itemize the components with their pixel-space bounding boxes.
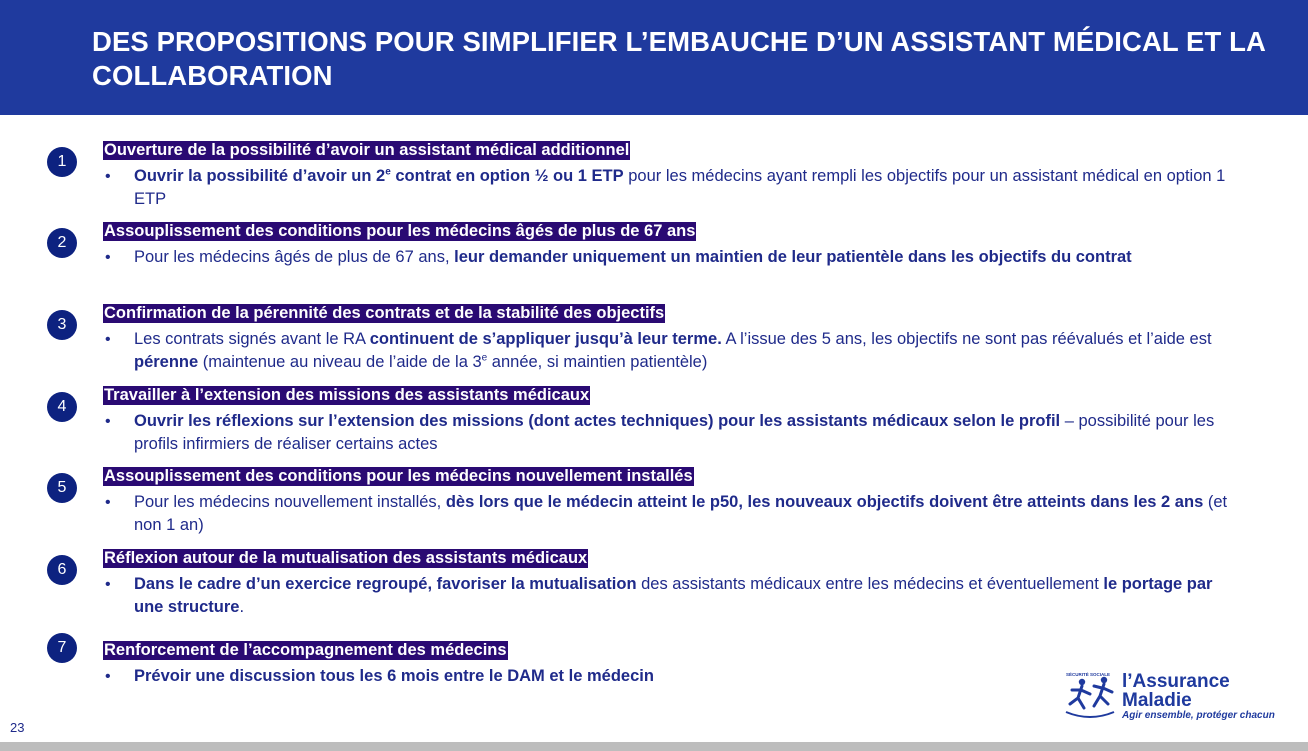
bullet-icon: • (105, 168, 111, 185)
proposal-detail: Pour les médecins nouvellement installés, dès lors que le médecin atteint le p50, les nouveaux objectifs doivent être atteints dans les 2 ans (et non 1 an) (134, 493, 1228, 534)
proposal-heading: Assouplissement des conditions pour les médecins nouvellement installés (104, 467, 693, 485)
number-badge: 2 (47, 228, 77, 258)
bullet-icon: • (105, 668, 111, 685)
proposal-heading: Assouplissement des conditions pour les médecins âgés de plus de 67 ans (104, 222, 696, 240)
proposal-detail: Ouvrir la possibilité d’avoir un 2e contrat en option ½ ou 1 ETP pour les médecins ayant rempli les objectifs pour un assistant médical en option 1 ETP (134, 166, 1226, 208)
number-badge: 5 (47, 473, 77, 503)
number-badge: 6 (47, 555, 77, 585)
bullet-icon: • (105, 413, 111, 430)
bullet-icon: • (105, 249, 111, 266)
number-badge: 4 (47, 392, 77, 422)
proposal-detail: Dans le cadre d’un exercice regroupé, favoriser la mutualisation des assistants médicaux entre les médecins et éventuellement le portage par une structure. (134, 575, 1213, 616)
number-badge: 3 (47, 310, 77, 340)
proposal-heading: Confirmation de la pérennité des contrats et de la stabilité des objectifs (104, 304, 665, 322)
number-badge: 1 (47, 147, 77, 177)
proposal-detail: Pour les médecins âgés de plus de 67 ans, leur demander uniquement un maintien de leur patientèle dans les objectifs du contrat (134, 248, 1132, 266)
header-banner (0, 0, 1308, 115)
proposal-detail: Ouvrir les réflexions sur l’extension des missions (dont actes techniques) pour les assistants médicaux selon le profil – possibilité pour les profils infirmiers de réaliser certains actes (134, 412, 1215, 453)
logo-tagline: Agir ensemble, protéger chacun (1122, 710, 1275, 721)
assurance-maladie-logo (1060, 668, 1275, 728)
logo-name: l’Assurance Maladie (1122, 671, 1230, 711)
footer-bar (0, 742, 1308, 751)
proposal-heading: Travailler à l’extension des missions des assistants médicaux (104, 386, 590, 404)
number-badge: 7 (47, 633, 77, 663)
bullet-icon: • (105, 331, 111, 348)
bullet-icon: • (105, 494, 111, 511)
proposal-heading: Renforcement de l’accompagnement des médecins (104, 641, 507, 659)
proposal-detail: Prévoir une discussion tous les 6 mois entre le DAM et le médecin (134, 667, 654, 685)
arc-text: SÉCURITÉ SOCIALE (1066, 672, 1111, 677)
running-figures-icon (1060, 668, 1120, 722)
proposal-heading: Ouverture de la possibilité d’avoir un assistant médical additionnel (104, 141, 630, 159)
page-number: 23 (10, 720, 25, 735)
proposal-detail: Les contrats signés avant le RA continuent de s’appliquer jusqu’à leur terme. A l’issue des 5 ans, les objectifs ne sont pas réévalués et l’aide est pérenne (maintenue au niveau de l’aide de la 3e année, si maintien patientèle) (134, 330, 1212, 371)
proposal-heading: Réflexion autour de la mutualisation des assistants médicaux (104, 549, 588, 567)
bullet-icon: • (105, 576, 111, 593)
page-title: DES PROPOSITIONS POUR SIMPLIFIER L’EMBAUCHE D’UN ASSISTANT MÉDICAL ET LA COLLABORATION (92, 26, 1265, 91)
